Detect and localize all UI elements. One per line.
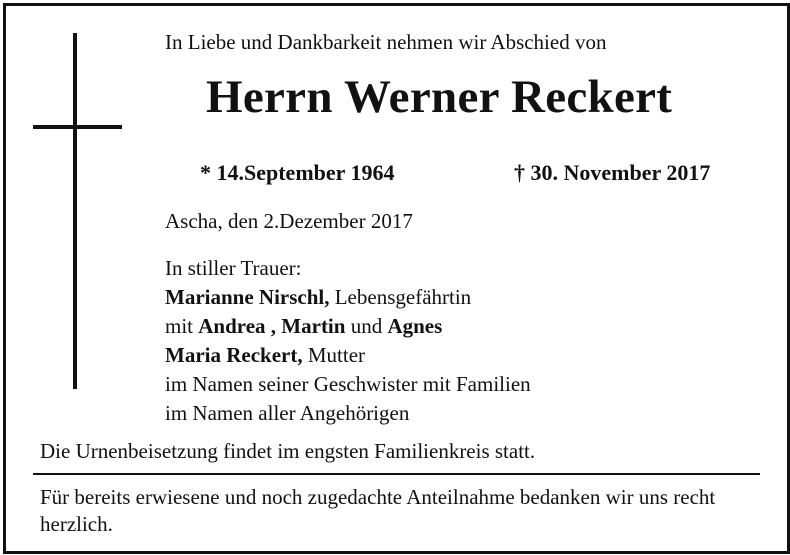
mourner-conjunction: und xyxy=(345,314,388,338)
mourner-name: Maria Reckert, xyxy=(165,343,303,367)
cross-vertical-bar xyxy=(73,33,77,389)
cross-horizontal-bar xyxy=(33,125,122,129)
mourner-prefix: mit xyxy=(165,314,199,338)
mourners-list xyxy=(165,254,531,428)
urn-burial-notice: Die Urnenbeisetzung findet im engsten Familienkreis statt. xyxy=(40,439,536,463)
mourner-names: Andrea , Martin xyxy=(198,314,346,338)
mourners-heading: In stiller Trauer: xyxy=(165,256,302,280)
death-date: † 30. November 2017 xyxy=(514,160,711,185)
deceased-name: Herrn Werner Reckert xyxy=(206,71,673,123)
mourner-role: Mutter xyxy=(302,343,366,367)
divider-line xyxy=(33,473,760,475)
mourner-line-partner xyxy=(165,283,531,312)
mourner-role: Lebensgefährtin xyxy=(329,285,472,309)
birth-date: * 14.September 1964 xyxy=(200,160,395,185)
place-and-date: Ascha, den 2.Dezember 2017 xyxy=(165,209,413,233)
intro-text: In Liebe und Dankbarkeit nehmen wir Abschied von xyxy=(165,30,607,54)
mourner-line-siblings: im Namen seiner Geschwister mit Familien xyxy=(165,372,531,396)
mourner-name: Marianne Nirschl, xyxy=(165,285,330,309)
mourner-name: Agnes xyxy=(387,314,443,338)
mourner-line-relatives: im Namen aller Angehörigen xyxy=(165,401,410,425)
mourner-line-children xyxy=(165,312,531,341)
thanks-text: Für bereits erwiesene und noch zugedachte Anteilnahme bedanken wir uns recht herzlich. xyxy=(40,485,716,536)
mourner-line-mother xyxy=(165,341,531,370)
